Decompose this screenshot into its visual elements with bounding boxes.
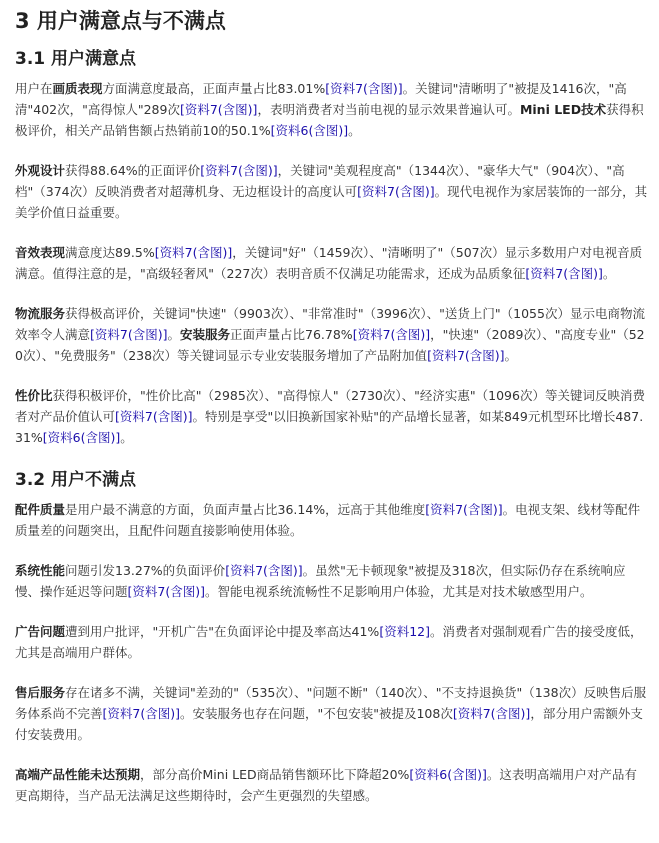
body-text: 。现代电视作为家居装饰的一部分，其美学价值日益重要。 — [15, 184, 648, 220]
bold-keyword: 性价比 — [15, 388, 53, 403]
body-text: 遭到用户批评，"开机广告"在负面评论中提及率高达41% — [65, 624, 380, 639]
body-text: 。虽然"无卡顿现象"被提及318次，但实际仍存在系统响应慢、操作延迟等问题 — [15, 563, 626, 599]
paragraph-logistics-service — [15, 303, 649, 366]
bold-keyword: 音效表现 — [15, 245, 66, 260]
body-text: ，表明消费者对当前电视的显示效果普遍认可。 — [257, 102, 520, 117]
reference-link[interactable]: [资料7(含图)] — [427, 348, 505, 363]
bold-keyword: 安装服务 — [180, 327, 231, 342]
paragraph-system-performance — [15, 560, 649, 602]
reference-link[interactable]: [资料7(含图)] — [225, 563, 303, 578]
body-text: 。智能电视系统流畅性不足影响用户体验，尤其是对技术敏感型用户。 — [204, 584, 593, 599]
reference-link[interactable]: [资料7(含图)] — [357, 184, 435, 199]
body-text: 方面满意度最高，正面声量占比83.01% — [102, 81, 326, 96]
body-text: 存在诸多不满，关键词"差劲的"（535次）、"问题不断"（140次）、"不支持退换货"（138次）反映售后服务体系尚不完善 — [15, 685, 647, 721]
reference-link[interactable]: [资料7(含图)] — [179, 102, 258, 117]
section-heading-3: 3 用户满意点与不满点 — [15, 9, 226, 33]
body-text: 获得极高评价，关键词"快速"（9903次）、"非常准时"（3996次）、"送货上门"（1055次）显示电商物流效率令人满意 — [15, 306, 645, 342]
body-text: 正面声量占比76.78% — [230, 327, 353, 342]
body-text: 。 — [348, 123, 361, 138]
reference-link[interactable]: [资料7(含图)] — [90, 327, 168, 342]
body-text: 获得88.64%的正面评价 — [65, 163, 201, 178]
paragraph-picture-quality — [15, 78, 649, 141]
reference-link[interactable]: [资料12] — [379, 624, 430, 639]
body-text: 获得积极评价，相关产品销售额占热销前10的50.1% — [15, 102, 644, 138]
reference-link[interactable]: [资料6(含图)] — [42, 430, 121, 445]
paragraph-high-end-performance — [15, 764, 649, 806]
reference-link[interactable]: [资料7(含图)] — [127, 584, 205, 599]
body-text: 用户在 — [15, 81, 53, 96]
paragraph-ad-issues — [15, 621, 649, 663]
body-text: 获得积极评价，"性价比高"（2985次）、"高得惊人"（2730次）、"经济实惠"（1096次）等关键词反映消费者对产品价值认可 — [15, 388, 645, 424]
section-heading-3-2: 3.2 用户不满点 — [15, 470, 137, 490]
body-text: ，部分用户需额外支付安装费用。 — [15, 706, 643, 742]
body-text: 。这表明高端用户对产品有更高期待，当产品无法满足这些期待时，会产生更强烈的失望感。 — [15, 767, 637, 803]
reference-link[interactable]: [资料7(含图)] — [352, 327, 431, 342]
bold-keyword: Mini LED技术 — [519, 102, 607, 117]
bold-keyword: 售后服务 — [15, 685, 66, 700]
bold-keyword: 高端产品性能未达预期 — [15, 767, 141, 782]
reference-link[interactable]: [资料7(含图)] — [425, 502, 503, 517]
body-text: ，部分高价Mini LED商品销售额环比下降超20% — [140, 767, 410, 782]
body-text: ，关键词"美观程度高"（1344次）、"豪华大气"（904次）、"高档"（374次）反映消费者对超薄机身、无边框设计的高度认可 — [15, 163, 625, 199]
paragraph-cost-performance — [15, 385, 649, 448]
bold-keyword: 画质表现 — [52, 81, 103, 96]
reference-link[interactable]: [资料7(含图)] — [525, 266, 603, 281]
reference-link[interactable]: [资料7(含图)] — [325, 81, 403, 96]
body-text: ，关键词"好"（1459次）、"清晰明了"（507次）显示多数用户对电视音质满意。值得注意的是，"高级轻奢风"（227次）表明音质不仅满足功能需求，还成为品质象征 — [15, 245, 643, 281]
body-text: 。 — [602, 266, 616, 281]
paragraph-after-sales — [15, 682, 649, 745]
paragraph-audio-performance — [15, 242, 649, 284]
body-text: 。安装服务也存在问题，"不包安装"被提及108次 — [179, 706, 453, 721]
bold-keyword: 广告问题 — [15, 624, 66, 639]
bold-keyword: 系统性能 — [15, 563, 66, 578]
section-heading-3-1: 3.1 用户满意点 — [15, 49, 137, 69]
body-text: 问题引发13.27%的负面评价 — [65, 563, 226, 578]
reference-link[interactable]: [资料7(含图)] — [452, 706, 531, 721]
body-text: 。 — [167, 327, 180, 342]
bold-keyword: 物流服务 — [15, 306, 66, 321]
body-text: 。电视支架、线材等配件质量差的问题突出，且配件问题直接影响使用体验。 — [15, 502, 641, 538]
body-text: 。特别是享受"以旧换新国家补贴"的产品增长显著，如某849元机型环比增长487.31% — [15, 409, 644, 445]
body-text: 满意度达89.5% — [65, 245, 155, 260]
reference-link[interactable]: [资料6(含图)] — [409, 767, 487, 782]
reference-link[interactable]: [资料7(含图)] — [200, 163, 278, 178]
paragraph-accessory-quality — [15, 499, 649, 541]
body-text: 。消费者对强制观看广告的接受度低，尤其是高端用户群体。 — [15, 624, 643, 660]
bold-keyword: 外观设计 — [15, 163, 66, 178]
body-text: 。关键词"清晰明了"被提及1416次，"高清"402次，"高得惊人"289次 — [15, 81, 627, 117]
body-text: ，"快速"（2089次）、"高度专业"（520次）、"免费服务"（238次）等关键词显示专业安装服务增加了产品附加值 — [15, 327, 645, 363]
body-text: 是用户最不满意的方面，负面声量占比36.14%，远高于其他维度 — [65, 502, 426, 517]
reference-link[interactable]: [资料7(含图)] — [115, 409, 193, 424]
bold-keyword: 配件质量 — [15, 502, 66, 517]
reference-link[interactable]: [资料7(含图)] — [154, 245, 233, 260]
reference-link[interactable]: [资料6(含图)] — [270, 123, 349, 138]
body-text: 。 — [504, 348, 518, 363]
paragraph-appearance-design — [15, 160, 649, 223]
reference-link[interactable]: [资料7(含图)] — [102, 706, 180, 721]
body-text: 。 — [120, 430, 133, 445]
